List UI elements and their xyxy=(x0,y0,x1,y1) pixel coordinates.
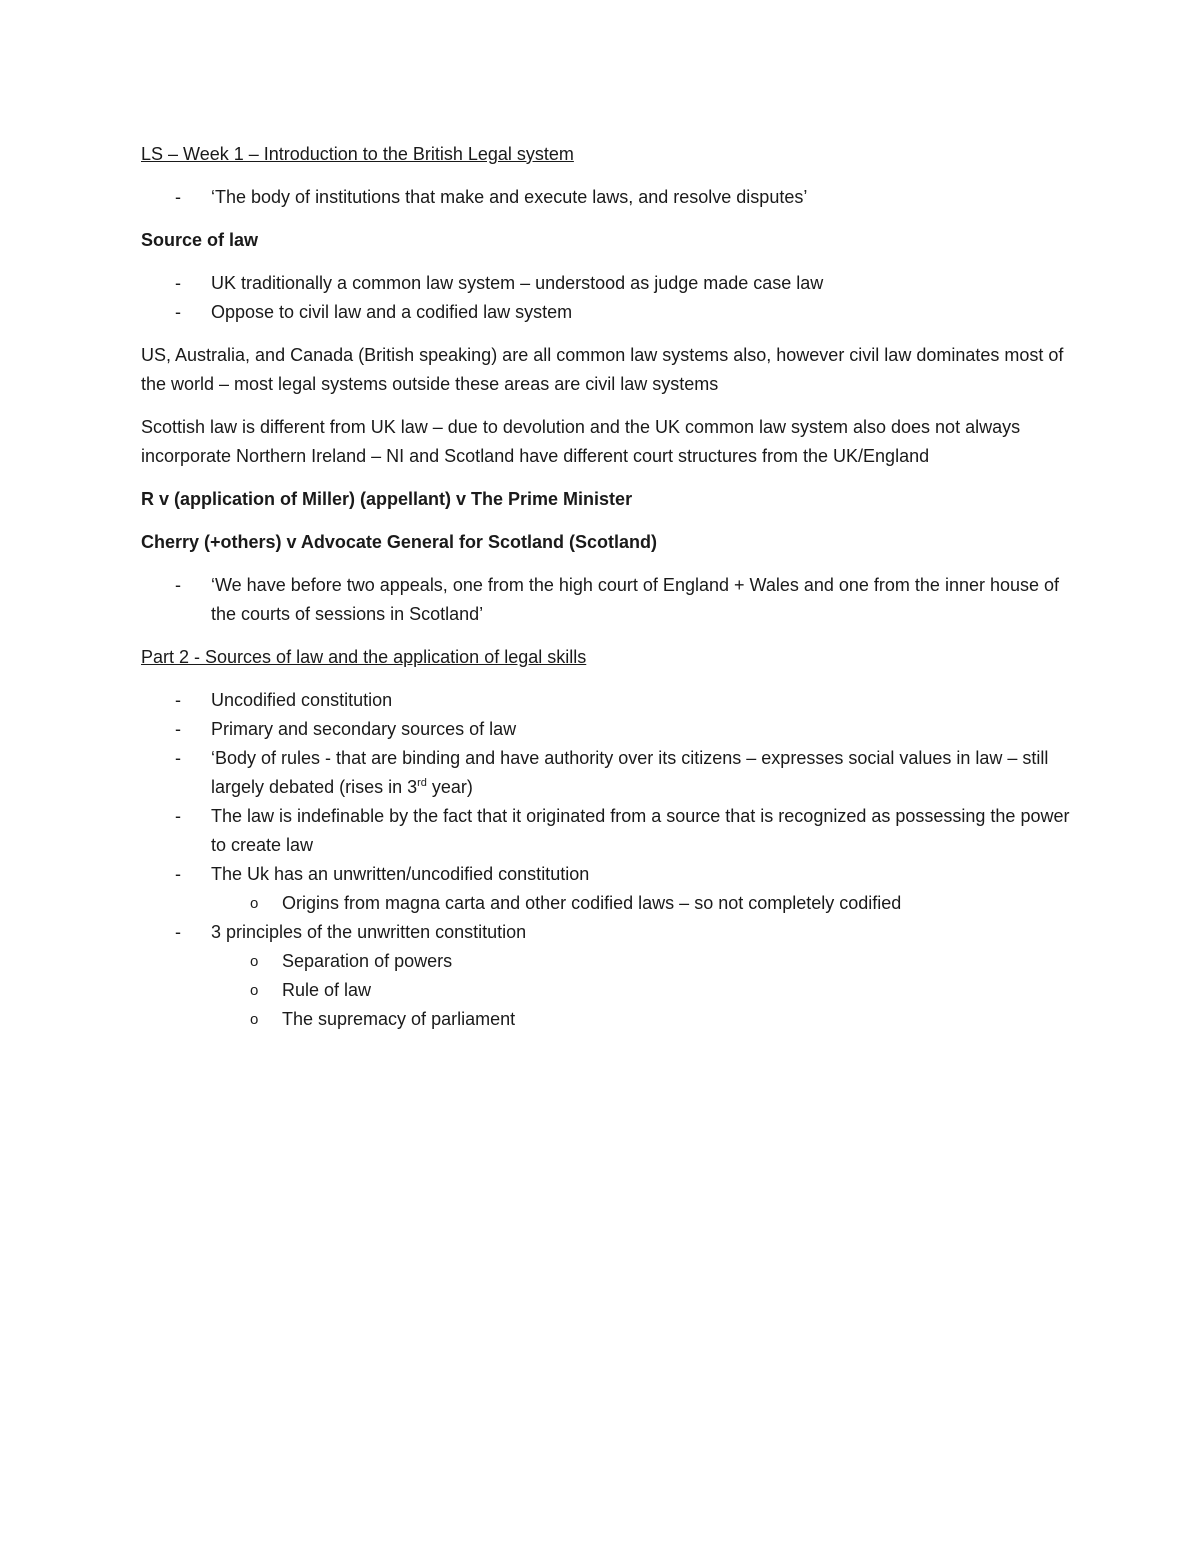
definition-text: ‘The body of institutions that make and execute laws, and resolve disputes’ xyxy=(211,187,808,207)
dash-bullet: - xyxy=(175,719,181,739)
circle-bullet: o xyxy=(250,895,259,912)
circle-bullet: o xyxy=(250,1011,259,1028)
list-item-text: Primary and secondary sources of law xyxy=(211,719,517,739)
dash-bullet: - xyxy=(175,806,181,826)
document-heading: LS – Week 1 – Introduction to the British Legal system xyxy=(141,144,574,164)
sub-list-item xyxy=(141,1005,1071,1034)
superscript: rd xyxy=(417,777,427,789)
list-item xyxy=(141,686,1071,715)
list-item xyxy=(141,183,1071,212)
definition-list xyxy=(141,183,1071,212)
sub-list-item xyxy=(141,889,1071,918)
list-item xyxy=(141,298,1071,327)
dash-bullet: - xyxy=(175,748,181,768)
list-item xyxy=(141,918,1071,947)
circle-bullet: o xyxy=(250,982,259,999)
circle-bullet: o xyxy=(250,953,259,970)
list-item xyxy=(141,715,1071,744)
list-item-text: The Uk has an unwritten/uncodified constitution xyxy=(211,864,590,884)
sub-list-item-text: Rule of law xyxy=(282,980,372,1000)
paragraph-scottish-law: Scottish law is different from UK law – due to devolution and the UK common law system also does not always incorporate Northern Ireland – NI and Scotland have different court structures from the UK/England xyxy=(141,417,1021,466)
sub-list-item xyxy=(141,947,1071,976)
list-item xyxy=(141,571,1071,629)
dash-bullet: - xyxy=(175,302,181,322)
dash-bullet: - xyxy=(175,922,181,942)
case-quote-list xyxy=(141,571,1071,629)
list-item xyxy=(141,860,1071,889)
list-item-text: ‘Body of rules - that are binding and have authority over its citizens – expresses social values in law – still largely debated (rises in 3 xyxy=(211,748,1049,797)
list-item-text: year) xyxy=(426,777,473,797)
list-item xyxy=(141,744,1071,802)
part2-heading: Part 2 - Sources of law and the application of legal skills xyxy=(141,647,587,667)
sub-list-item-text: Origins from magna carta and other codified laws – so not completely codified xyxy=(282,893,902,913)
list-item-text: Oppose to civil law and a codified law system xyxy=(211,302,573,322)
sub-list-item-text: The supremacy of parliament xyxy=(282,1009,516,1029)
case-quote-text: ‘We have before two appeals, one from the high court of England + Wales and one from the inner house of the courts of sessions in Scotland’ xyxy=(211,575,1060,624)
part2-list xyxy=(141,686,1071,1034)
list-item-text: UK traditionally a common law system – understood as judge made case law xyxy=(211,273,824,293)
dash-bullet: - xyxy=(175,690,181,710)
list-item-text: The law is indefinable by the fact that it originated from a source that is recognized as possessing the power to create law xyxy=(211,806,1070,855)
dash-bullet: - xyxy=(175,273,181,293)
section-title-source-of-law: Source of law xyxy=(141,230,259,250)
list-item-text: Uncodified constitution xyxy=(211,690,393,710)
sub-list-item-text: Separation of powers xyxy=(282,951,453,971)
case-title-miller: R v (application of Miller) (appellant) v The Prime Minister xyxy=(141,489,633,509)
case-title-cherry: Cherry (+others) v Advocate General for Scotland (Scotland) xyxy=(141,532,657,552)
sub-list-item xyxy=(141,976,1071,1005)
dash-bullet: - xyxy=(175,187,181,207)
paragraph-common-law: US, Australia, and Canada (British speaking) are all common law systems also, however civil law dominates most of the world – most legal systems outside these areas are civil law systems xyxy=(141,345,1064,394)
document-page xyxy=(141,140,1071,1048)
list-item xyxy=(141,269,1071,298)
list-item-text: 3 principles of the unwritten constitution xyxy=(211,922,527,942)
dash-bullet: - xyxy=(175,575,181,595)
list-item xyxy=(141,802,1071,860)
dash-bullet: - xyxy=(175,864,181,884)
source-of-law-list xyxy=(141,269,1071,327)
